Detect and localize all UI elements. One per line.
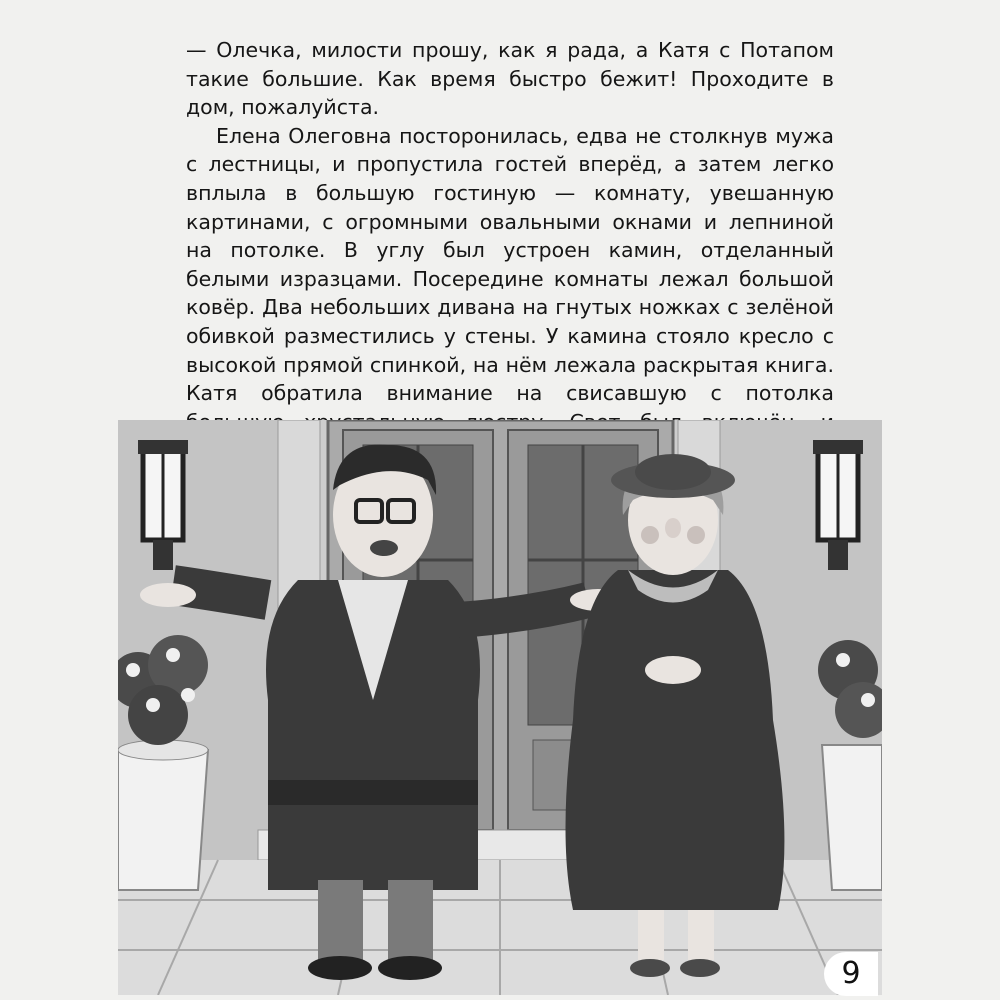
paragraph-narration: Елена Олеговна посторонилась, едва не столкнув мужа с лестницы, и пропустила гостей вперёд, а затем легко вплыла в большую гостиную — комнату, увешанную картинами, с огромными овальными окнами и лепниной на потолке. В углу был устроен камин, отделанный белыми изразцами. Посередине комнаты лежал большой ковёр. Два небольших дивана на гнутых ножках с зелёной обивкой разместились у стены. У камина стояло кресло с высокой прямой спинкой, на нём лежала раскрытая книга. Катя обратила внимание на свисавшую с потолка bbox=[186, 123, 834, 406]
illustration-scene bbox=[118, 420, 882, 995]
illustration bbox=[118, 420, 882, 995]
paragraph-dialogue: — Олечка, милости прошу, как я рада, а Катя с Потапом такие большие. Как время быстро бежит! Проходите в дом, пожалуйста. bbox=[186, 38, 834, 120]
flower-pot-left-icon bbox=[118, 635, 208, 890]
page-number: 9 bbox=[824, 952, 878, 996]
body-text bbox=[186, 36, 834, 465]
